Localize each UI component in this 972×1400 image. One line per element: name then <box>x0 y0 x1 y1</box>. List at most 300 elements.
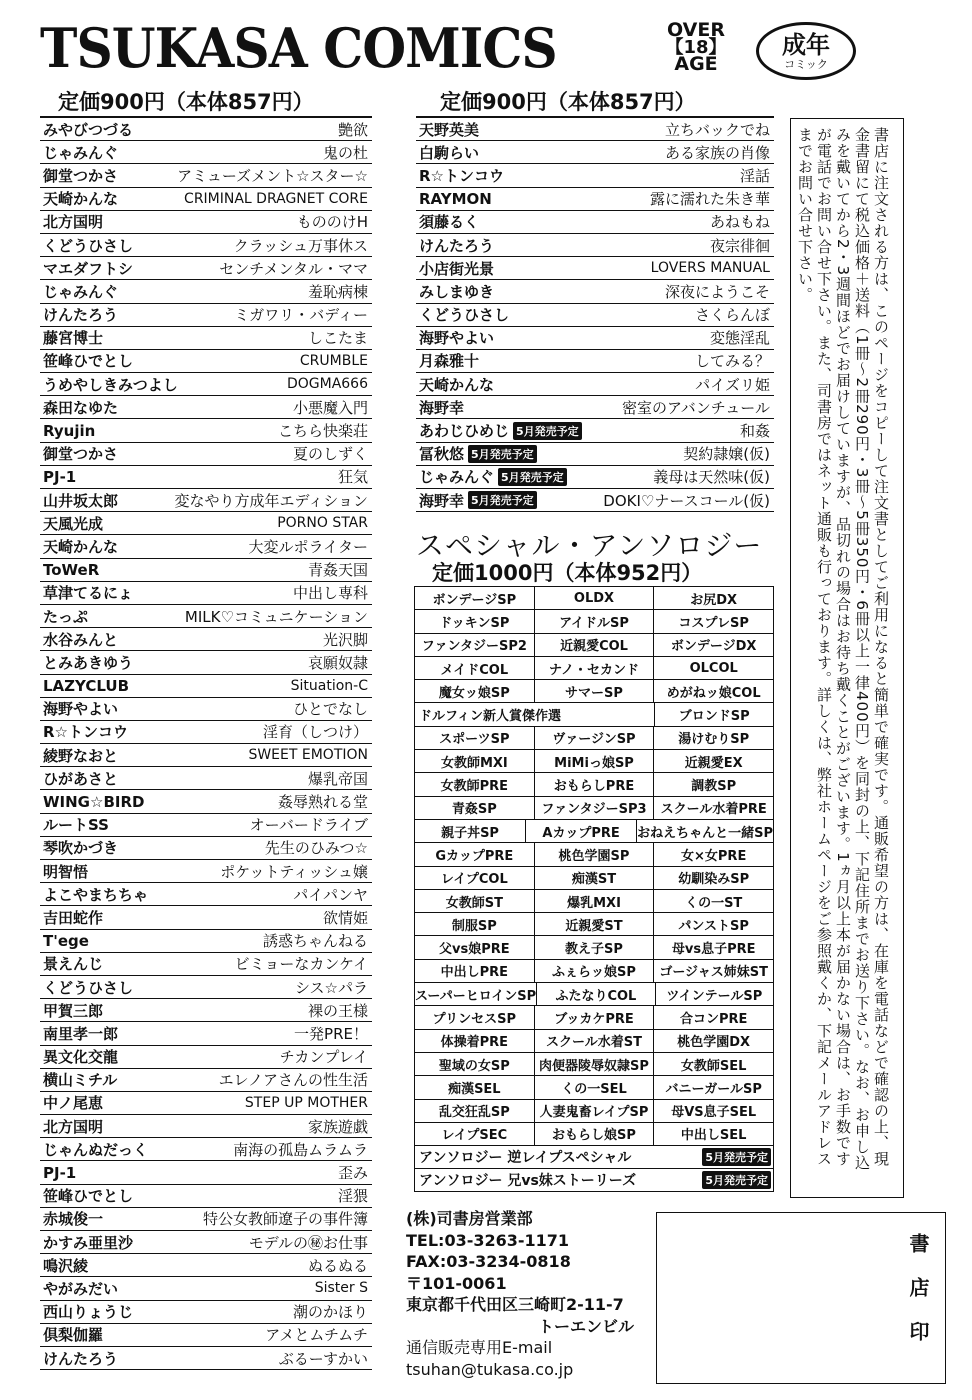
author-name: 異文化交龍 <box>43 1048 119 1067</box>
anthology-special-title: アンソロジー 逆レイプスペシャル <box>419 1150 632 1167</box>
author-name: よこやまちちゃ <box>43 885 149 904</box>
author-name: じゃみんぐ <box>43 282 119 301</box>
release-badge: 5月発売予定 <box>498 468 567 486</box>
list-item <box>416 443 774 466</box>
anthology-cell: くの一ST <box>653 890 774 912</box>
list-item <box>40 350 372 373</box>
list-item <box>40 373 372 396</box>
book-title: 狂気 <box>337 468 368 487</box>
book-title: さくらんぼ <box>694 306 770 325</box>
list-item <box>40 1092 372 1115</box>
book-title: CRIMINAL DRAGNET CORE <box>184 190 368 207</box>
anthology-row <box>414 890 774 913</box>
age-age: AGE <box>674 53 718 75</box>
list-item <box>40 419 372 442</box>
list-item <box>40 118 372 141</box>
list-item <box>40 280 372 303</box>
anthology-cell: ファンタジーSP3 <box>534 797 654 819</box>
book-title: オーバードライブ <box>249 816 368 835</box>
author-name: 景えんじ <box>43 955 104 974</box>
bookstore-stamp-box <box>656 1212 946 1384</box>
anthology-cell: ドッキンSP <box>414 610 534 632</box>
author-name: 森田なゆた <box>43 398 119 417</box>
list-item <box>40 1254 372 1277</box>
anthology-row <box>414 820 774 843</box>
title-list-right <box>416 116 774 512</box>
anthology-cell: 母vs息子PRE <box>653 936 774 958</box>
book-title: 爆乳帝国 <box>307 769 368 788</box>
author-name: 天崎かんな <box>419 375 495 394</box>
book-title: 南海の孤島ムラムラ <box>233 1140 368 1159</box>
book-title: 中出し専科 <box>292 584 368 603</box>
anthology-cell: AカップPRE <box>525 820 636 842</box>
anthology-row <box>414 797 774 820</box>
anthology-cell: レイプSEC <box>414 1123 534 1145</box>
order-notice-text: 書店に注文される方は、このページをコピーして注文書としてご利用になると簡単で確実です。通販希望の方は、在庫を電話などで確認の上、現金書留にて税込価格＋送料（1冊〜2冊290円・3冊〜5冊350円・6冊以上一律400円）を同封の上、下記住所までお送り下さい。なお、お申し込みを戴いてから2・3週間ほどでお届けしていますが、品切れの場合はお待ち戴くことがございます。1ヵ月以上本が届かない場合は、お手数ですが電話でお問い合せ下さい。また、司書房ではネット通販も行っております。詳しくは、弊社ホームページをご参照戴くか、下記メールアドレスまでお問い合せ下さい。 <box>796 127 890 1171</box>
list-item <box>416 234 774 257</box>
author-name: PJ-1 <box>43 467 77 486</box>
anthology-row <box>414 680 774 703</box>
book-title: してみる？ <box>694 352 770 371</box>
list-item <box>40 1069 372 1092</box>
anthology-cell: 教え子SP <box>534 936 654 958</box>
anthology-cell: コスプレSP <box>653 610 774 632</box>
anthology-row <box>414 773 774 796</box>
anthology-cell: 中出しSEL <box>653 1123 774 1145</box>
author-name: 西山りょうじ <box>43 1303 134 1322</box>
anthology-cell: おもらし娘SP <box>534 1123 654 1145</box>
anthology-cell: 親子丼SP <box>414 820 525 842</box>
book-title: CRUMBLE <box>299 352 368 369</box>
adult-badge-main: 成年 <box>782 31 830 59</box>
author-name: 天崎かんな <box>43 537 119 556</box>
author-name: LAZYCLUB <box>43 676 130 695</box>
anthology-row <box>414 727 774 750</box>
author-name: 北方国明 <box>43 1117 104 1136</box>
list-item <box>40 535 372 558</box>
anthology-cell: 幼馴染みSP <box>653 867 774 889</box>
author-name: 御堂つかさ <box>43 166 119 185</box>
list-item <box>40 675 372 698</box>
author-name: うめやしきみつよし <box>43 375 178 394</box>
anthology-row <box>414 867 774 890</box>
list-item <box>40 188 372 211</box>
book-title: 大変ルポライター <box>248 537 368 556</box>
book-title: 欲情姫 <box>322 908 368 927</box>
book-title: Situation-C <box>290 677 368 694</box>
list-item <box>416 350 774 373</box>
anthology-cell: GカップPRE <box>414 843 534 865</box>
anthology-cell: 青姦SP <box>414 797 534 819</box>
list-item <box>416 373 774 396</box>
anthology-cell: 肉便器陵辱奴隷SP <box>534 1053 654 1075</box>
book-title: 淫猥 <box>337 1187 368 1206</box>
anthology-cell: 痴漢SEL <box>414 1076 534 1098</box>
release-badge: 5月発売予定 <box>468 491 537 509</box>
list-item <box>40 953 372 976</box>
anthology-special-row <box>414 1146 774 1169</box>
book-title: パイパンヤ <box>293 885 368 904</box>
title-list-left <box>40 116 372 1370</box>
author-name: 倶梨伽羅 <box>43 1326 104 1345</box>
author-name: 赤城俊一 <box>43 1210 104 1229</box>
book-title: チカンプレイ <box>279 1048 368 1067</box>
author-name: 甲賀三郎 <box>43 1001 104 1020</box>
list-item <box>416 164 774 187</box>
release-badge: 5月発売予定 <box>702 1171 771 1189</box>
author-name: R☆トンコウ <box>43 723 128 742</box>
author-name: RAYMON <box>419 189 492 208</box>
anthology-cell: 乱交狂乱SP <box>414 1100 534 1122</box>
anthology-cell: 人妻鬼畜レイプSP <box>534 1100 654 1122</box>
anthology-cell: 聖域の女SP <box>414 1053 534 1075</box>
book-title: センチメンタル・ママ <box>219 259 368 278</box>
list-item <box>40 605 372 628</box>
book-title: ある家族の肖像 <box>664 143 770 162</box>
age-over: OVER <box>667 19 725 41</box>
book-title: ビミョーなカンケイ <box>234 955 368 974</box>
company-fax: FAX:03-3234-0818 <box>406 1252 571 1271</box>
author-name: くどうひさし <box>419 306 510 325</box>
book-title: 夜宗徘徊 <box>709 236 770 255</box>
book-title: 哀願奴隷 <box>307 653 368 672</box>
list-item <box>416 489 774 512</box>
book-title: パイズリ姫 <box>695 375 770 394</box>
book-title: MILK♡コミュニケーション <box>184 607 368 626</box>
list-item <box>416 257 774 280</box>
list-item <box>40 1138 372 1161</box>
anthology-cell: 近親愛ST <box>534 913 654 935</box>
list-item <box>40 721 372 744</box>
age-18: 【18】 <box>665 37 727 58</box>
anthology-cell: 湯けむりSP <box>653 727 774 749</box>
author-name: みしまゆき <box>419 282 495 301</box>
author-name: 海野幸 <box>419 491 465 510</box>
list-item <box>40 860 372 883</box>
anthology-cell: 痴漢ST <box>534 867 654 889</box>
company-building: トーエンビル <box>538 1316 635 1336</box>
list-item <box>40 512 372 535</box>
anthology-row <box>414 703 774 726</box>
book-title: しこたま <box>307 329 368 348</box>
anthology-cell: プリンセスSP <box>414 1006 534 1028</box>
author-name: WING☆BIRD <box>43 792 145 811</box>
author-name: 天野英美 <box>419 120 480 139</box>
anthology-cell: ブッカケPRE <box>534 1006 654 1028</box>
anthology-cell: バニーガールSP <box>653 1076 774 1098</box>
book-title: 淫話 <box>739 166 770 185</box>
book-title: 艶欲 <box>337 120 368 139</box>
list-item <box>40 141 372 164</box>
company-email[interactable]: tsuhan@tukasa.co.jp <box>406 1359 574 1379</box>
anthology-cell: ツインテールSP <box>655 983 774 1005</box>
anthology-special-title: アンソロジー 兄vs妹ストーリーズ <box>419 1173 637 1190</box>
anthology-cell: 調教SP <box>653 773 774 795</box>
book-title: 鬼の杜 <box>322 143 368 162</box>
author-name: じゃみんぐ <box>419 468 495 487</box>
anthology-row <box>414 1030 774 1053</box>
anthology-row <box>414 983 774 1006</box>
list-item <box>40 1046 372 1069</box>
list-item <box>40 1185 372 1208</box>
book-title: 青姦天国 <box>307 561 368 580</box>
book-title: 羞恥病棟 <box>307 282 368 301</box>
author-name: 須藤るく <box>419 213 480 232</box>
anthology-cell: サマーSP <box>534 680 654 702</box>
author-name: たっぷ <box>43 607 89 626</box>
price-left: 定価900円（本体857円） <box>58 90 314 114</box>
list-item <box>40 1161 372 1184</box>
release-badge: 5月発売予定 <box>513 422 582 440</box>
author-name: 笹峰ひでとし <box>43 352 134 371</box>
anthology-cell: ボンデージSP <box>414 587 534 609</box>
author-name: けんたろう <box>43 306 119 325</box>
author-name: 御堂つかさ <box>43 445 119 464</box>
anthology-cell: スポーツSP <box>414 727 534 749</box>
anthology-cell: OLCOL <box>653 657 774 679</box>
author-name: 天風光成 <box>43 514 104 533</box>
author-name: 白駒らい <box>419 143 480 162</box>
list-item <box>416 280 774 303</box>
book-title: 潮のかほり <box>292 1303 368 1322</box>
book-title: 家族遊戯 <box>307 1117 368 1136</box>
mail-label: 通信販売専用E-mail <box>406 1338 553 1357</box>
list-item <box>40 582 372 605</box>
anthology-row <box>414 634 774 657</box>
list-item <box>40 1115 372 1138</box>
book-title: クラッシュ万事休ス <box>233 236 368 255</box>
book-title: こちら快楽荘 <box>277 422 368 441</box>
anthology-row <box>414 1123 774 1146</box>
anthology-cell: 女教師MXI <box>414 750 534 772</box>
book-title: 夏のしずく <box>292 445 368 464</box>
list-item <box>40 443 372 466</box>
author-name: かすみ亜里沙 <box>43 1233 134 1252</box>
adult-comic-badge <box>756 22 856 80</box>
anthology-cell: スクール水着ST <box>534 1030 654 1052</box>
book-title: シス☆パラ <box>295 978 368 997</box>
book-title: 一発PRE！ <box>294 1024 368 1043</box>
list-item <box>416 396 774 419</box>
anthology-cell: ゴージャス姉妹ST <box>653 960 774 982</box>
list-item <box>40 234 372 257</box>
anthology-cell: 近親愛COL <box>534 634 654 656</box>
author-name: 琴吹かづき <box>43 839 119 858</box>
anthology-cell: めがねッ娘COL <box>653 680 774 702</box>
author-name: 海野やよい <box>419 329 495 348</box>
book-title: ぶるーすかい <box>278 1349 368 1368</box>
book-title: 露に濡れた朱き華 <box>649 190 770 209</box>
list-item <box>40 1022 372 1045</box>
list-item <box>40 999 372 1022</box>
list-item <box>40 651 372 674</box>
author-name: T'ege <box>43 931 89 950</box>
anthology-cell: 女教師ST <box>414 890 534 912</box>
special-anthology-title: スペシャル・アンソロジー <box>416 529 763 562</box>
author-name: じゃみんぐ <box>43 143 119 162</box>
list-item <box>40 976 372 999</box>
book-title: 裸の王様 <box>307 1001 368 1020</box>
list-item <box>40 1277 372 1300</box>
list-item <box>40 837 372 860</box>
anthology-cell: 桃色学園SP <box>534 843 654 865</box>
author-name: くどうひさし <box>43 236 134 255</box>
author-name: じゃんぬだっく <box>43 1140 149 1159</box>
adult-badge-sub: コミック <box>784 58 828 71</box>
author-name: 鳴沢綾 <box>43 1256 89 1275</box>
book-title: 特公女教師遼子の事件簿 <box>202 1210 368 1229</box>
author-name: 綾野なおと <box>43 746 119 765</box>
book-title: 立ちバックでね <box>664 120 770 139</box>
book-title: 和姦 <box>739 422 770 441</box>
company-name: (株)司書房営業部 <box>406 1209 533 1228</box>
book-title: ぬるぬる <box>307 1256 368 1275</box>
book-title: アミューズメント☆スター☆ <box>177 166 368 185</box>
list-item <box>40 1347 372 1370</box>
book-title: 先生のひみつ☆ <box>264 839 368 858</box>
list-item <box>416 211 774 234</box>
anthology-row <box>414 936 774 959</box>
anthology-row <box>414 843 774 866</box>
book-title: Sister S <box>314 1280 368 1297</box>
anthology-cell: 桃色学園DX <box>653 1030 774 1052</box>
anthology-row <box>414 587 774 610</box>
anthology-cell: ファンタジーSP2 <box>414 634 534 656</box>
author-name: 小店街光景 <box>419 259 495 278</box>
anthology-cell: 女教師SEL <box>653 1053 774 1075</box>
price-right: 定価900円（本体857円） <box>440 90 696 114</box>
release-badge: 5月発売予定 <box>468 445 537 463</box>
anthology-cell: パンストSP <box>653 913 774 935</box>
list-item <box>40 698 372 721</box>
anthology-cell: おもらしPRE <box>534 773 654 795</box>
author-name: 冨秋悠 <box>419 445 465 464</box>
author-name: ひがあさと <box>43 769 119 788</box>
list-item <box>416 118 774 141</box>
anthology-cell: ナノ・セカンド <box>534 657 654 679</box>
anthology-special-row <box>414 1169 774 1192</box>
list-item <box>416 304 774 327</box>
release-badge: 5月発売予定 <box>702 1148 771 1166</box>
author-name: 中ノ尾恵 <box>43 1094 104 1113</box>
author-name: みやびつづる <box>43 120 134 139</box>
list-item <box>40 628 372 651</box>
anthology-cell: 女×女PRE <box>653 843 774 865</box>
book-title: エレノアさんの性生活 <box>218 1071 368 1090</box>
list-item <box>416 327 774 350</box>
anthology-cell: 中出しPRE <box>414 960 534 982</box>
author-name: 山井坂太郎 <box>43 491 119 510</box>
author-name: 海野やよい <box>43 700 119 719</box>
author-name: Ryujin <box>43 421 96 440</box>
list-item <box>40 466 372 489</box>
list-item <box>40 489 372 512</box>
author-name: 水谷みんと <box>43 630 119 649</box>
anthology-cell: 父vs娘PRE <box>414 936 534 958</box>
list-item <box>40 1324 372 1347</box>
book-title: 小悪魔入門 <box>292 398 368 417</box>
book-title: SWEET EMOTION <box>248 747 368 764</box>
list-item <box>40 1208 372 1231</box>
anthology-cell: ドルフィン新人賞傑作選 <box>414 703 654 725</box>
anthology-cell: レイプCOL <box>414 867 534 889</box>
author-name: けんたろう <box>419 236 495 255</box>
author-name: 南里孝一郎 <box>43 1024 119 1043</box>
book-title: STEP UP MOTHER <box>244 1094 368 1111</box>
anthology-cell: アイドルSP <box>534 610 654 632</box>
list-item <box>40 744 372 767</box>
book-title: 変なやり方成年エディション <box>174 491 368 510</box>
anthology-cell: お尻DX <box>653 587 774 609</box>
book-title: ミガワリ・バディー <box>234 306 368 325</box>
author-name: 草津てるにょ <box>43 584 133 603</box>
anthology-cell: メイドCOL <box>414 657 534 679</box>
book-title: あねもね <box>709 213 770 232</box>
anthology-row <box>414 610 774 633</box>
list-item <box>40 930 372 953</box>
book-title: 姦辱熟れる堂 <box>277 793 368 812</box>
book-title: 光沢脚 <box>322 630 368 649</box>
book-title: 歪み <box>337 1164 368 1183</box>
anthology-cell: 女教師PRE <box>414 773 534 795</box>
book-title: 義母は天然味(仮) <box>653 468 770 487</box>
author-name: 天崎かんな <box>43 190 119 209</box>
author-name: くどうひさし <box>43 978 134 997</box>
list-item <box>40 1231 372 1254</box>
author-name: 横山ミチル <box>43 1071 118 1090</box>
anthology-row <box>414 960 774 983</box>
book-title: モデルの㊙お仕事 <box>248 1233 368 1252</box>
anthology-cell: スーパーヒロインSP <box>414 983 536 1005</box>
anthology-cell: ヴァージンSP <box>534 727 654 749</box>
author-name: 北方国明 <box>43 213 104 232</box>
book-title: 変態淫乱 <box>709 329 770 348</box>
author-name: 月森雅十 <box>419 352 480 371</box>
author-name: とみあきゆう <box>43 653 134 672</box>
special-anthology-price: 定価1000円（本体952円） <box>432 561 703 585</box>
company-zip: 〒101-0061 <box>406 1273 507 1293</box>
publisher-title: TSUKASA COMICS <box>40 16 557 80</box>
list-item <box>40 164 372 187</box>
list-item <box>40 1301 372 1324</box>
list-item <box>40 906 372 929</box>
author-name: 笹峰ひでとし <box>43 1187 134 1206</box>
anthology-cell: MiMiっ娘SP <box>534 750 654 772</box>
company-address: 東京都千代田区三崎町2-11-7 <box>406 1295 624 1314</box>
anthology-grid <box>414 586 774 1192</box>
anthology-cell: おねえちゃんと一緒SP <box>636 820 774 842</box>
anthology-row <box>414 913 774 936</box>
book-title: PORNO STAR <box>277 515 368 532</box>
age-rating-label <box>652 19 740 75</box>
author-name: 海野幸 <box>419 398 465 417</box>
author-name: あわじひめじ <box>419 422 510 441</box>
anthology-cell: 爆乳MXI <box>534 890 654 912</box>
book-title: 淫育（しつけ） <box>262 723 368 742</box>
book-title: ポケットティッシュ嬢 <box>220 862 368 881</box>
anthology-row <box>414 1053 774 1076</box>
list-item <box>40 790 372 813</box>
author-name: 明智悟 <box>43 862 89 881</box>
company-tel: TEL:03-3263-1171 <box>406 1230 570 1250</box>
list-item <box>40 559 372 582</box>
book-title: もののけH <box>296 213 368 232</box>
anthology-cell: 合コンPRE <box>653 1006 774 1028</box>
list-item <box>40 327 372 350</box>
anthology-cell: くの一SEL <box>534 1076 654 1098</box>
list-item <box>416 419 774 442</box>
anthology-row <box>414 657 774 680</box>
